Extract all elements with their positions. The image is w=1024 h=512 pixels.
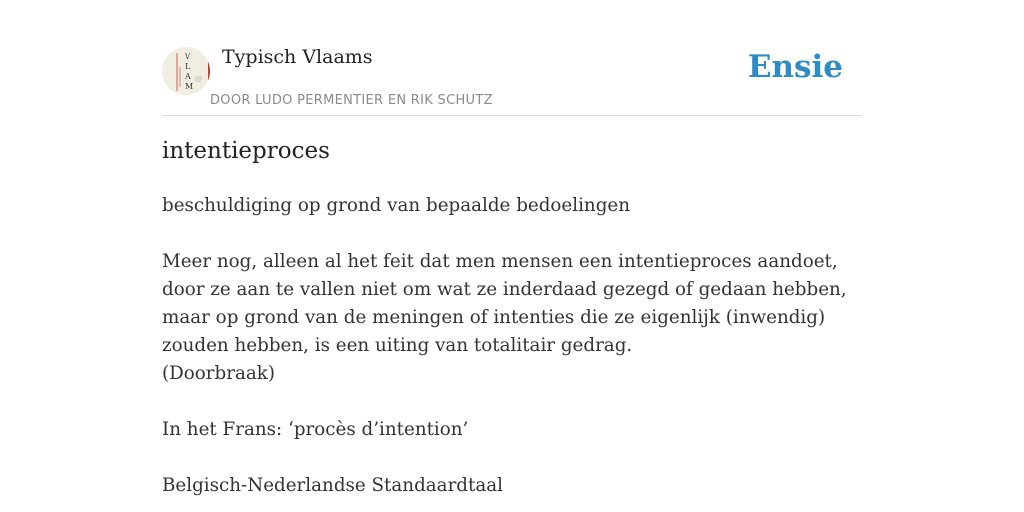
ensie-logo-link[interactable]: Ensie <box>747 49 843 85</box>
paragraph-gap <box>162 444 862 472</box>
paragraph-gap <box>162 388 862 416</box>
avatar-letter: A <box>185 72 191 81</box>
avatar-letter: L <box>185 62 191 71</box>
entry-title: intentieproces <box>162 138 330 164</box>
blog-avatar[interactable] <box>162 47 210 95</box>
definition-text: beschuldiging op grond van bepaalde bedoelingen <box>162 195 631 216</box>
quote-source: (Doorbraak) <box>162 363 275 384</box>
blog-title-link[interactable]: Typisch Vlaams <box>222 46 373 68</box>
language-category: Belgisch-Nederlandse Standaardtaal <box>162 475 504 496</box>
book-cover-icon <box>162 47 210 95</box>
french-equivalent: In het Frans: ‘procès d’intention’ <box>162 419 469 440</box>
paragraph-gap <box>162 220 862 248</box>
author-byline: DOOR LUDO PERMENTIER EN RIK SCHUTZ <box>210 93 493 108</box>
header <box>162 0 862 116</box>
avatar-letter: V <box>185 53 191 61</box>
entry-content <box>162 192 862 500</box>
example-quote: Meer nog, alleen al het feit dat men mensen een intentieproces aandoet, door ze aan te vallen niet om wat ze inderdaad gezegd of gedaan hebben, maar op grond van de meningen of intenties die ze eigenlijk (inwendig) zouden hebben, is een uiting van totalitair gedrag. <box>162 251 847 356</box>
avatar-letter: M <box>185 82 194 91</box>
page <box>162 0 862 496</box>
